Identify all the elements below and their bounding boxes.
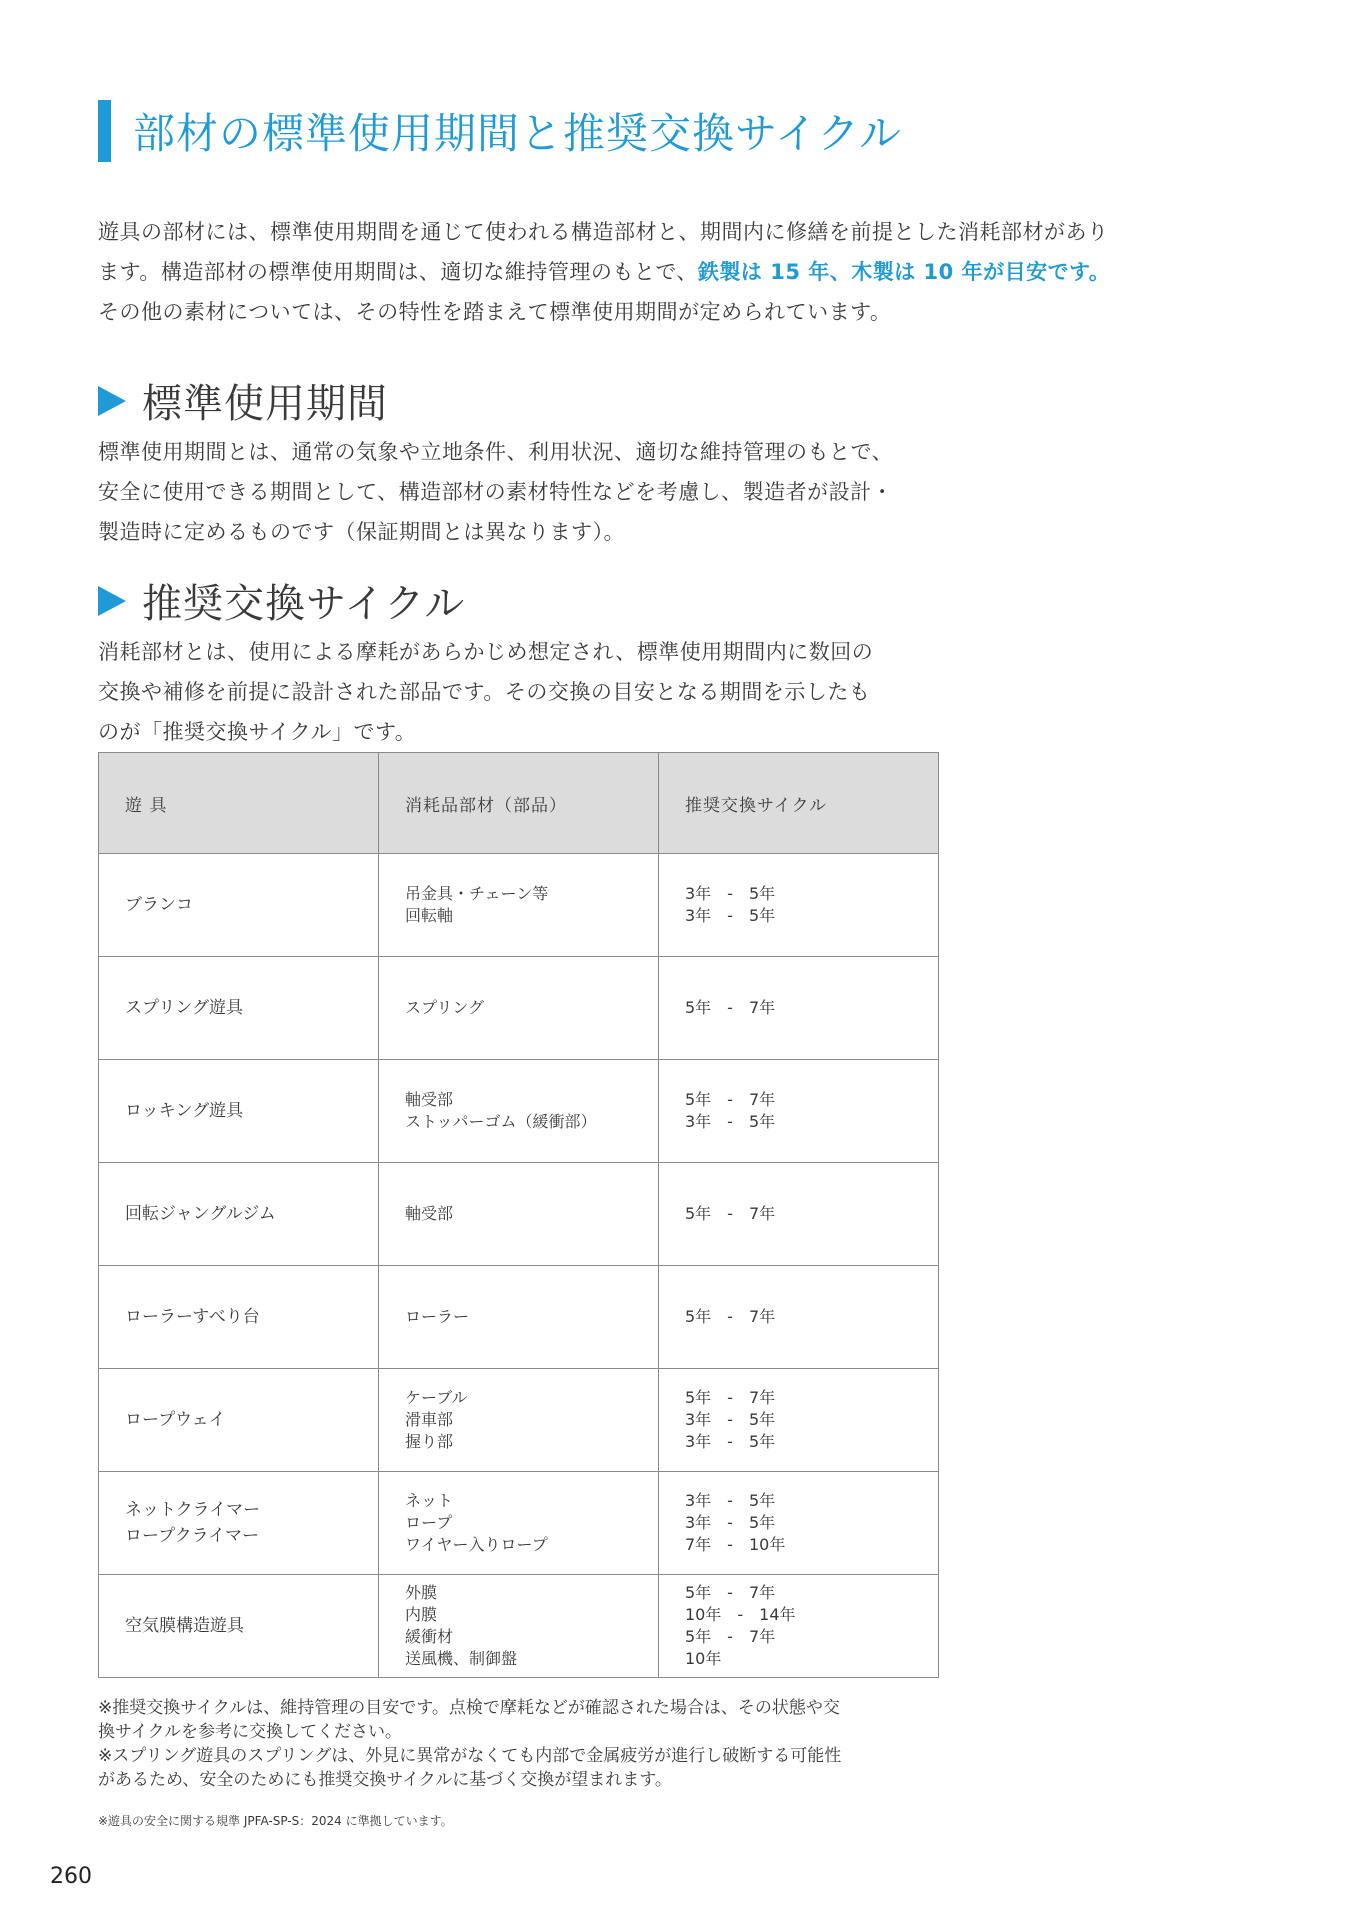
paragraph-line: 消耗部材とは、使用による摩耗があらかじめ想定され、標準使用期間内に数回の	[98, 640, 874, 664]
equipment-cell-line: ロープクライマー	[125, 1526, 260, 1546]
parts-cell-line: 滑車部	[405, 1410, 454, 1429]
parts-cell-line: ネット	[405, 1491, 454, 1510]
equipment-cell	[99, 854, 379, 957]
column-header-equipment: 遊 具	[99, 753, 379, 854]
parts-cell	[379, 1163, 659, 1266]
column-header-cycle: 推奨交換サイクル	[659, 753, 939, 854]
cycle-cell-line: 10年 - 14年	[685, 1605, 796, 1624]
cycle-cell	[659, 1575, 939, 1678]
equipment-cell	[99, 1060, 379, 1163]
cycle-cell-line: 3年 - 5年	[685, 884, 776, 903]
triangle-bullet-icon	[98, 586, 126, 616]
parts-cell-line: ローラー	[405, 1307, 470, 1326]
cycle-cell	[659, 1060, 939, 1163]
cycle-cell-line: 3年 - 5年	[685, 1432, 776, 1451]
cycle-cell-line: 5年 - 7年	[685, 998, 776, 1017]
parts-cell-line: 緩衝材	[405, 1627, 454, 1646]
cycle-cell-line: 5年 - 7年	[685, 1204, 776, 1223]
equipment-cell	[99, 1575, 379, 1678]
page-title: 部材の標準使用期間と推奨交換サイクル	[133, 109, 902, 158]
parts-cell-line: 回転軸	[405, 906, 454, 925]
paragraph-line: 交換や補修を前提に設計された部品です。その交換の目安となる期間を示したも	[98, 680, 871, 704]
intro-highlight: 鉄製は 15 年、木製は 10 年が目安です。	[697, 260, 1111, 284]
intro-paragraph	[98, 212, 1248, 332]
section-heading-standard-period	[98, 372, 388, 429]
parts-cell-line: ワイヤー入りロープ	[405, 1535, 548, 1554]
cycle-cell-line: 3年 - 5年	[685, 1410, 776, 1429]
section-title: 標準使用期間	[142, 381, 388, 427]
paragraph-line: 安全に使用できる期間として、構造部材の素材特性などを考慮し、製造者が設計・	[98, 480, 894, 504]
equipment-cell-line: 回転ジャングルジム	[125, 1204, 276, 1224]
page-number: 260	[50, 1864, 92, 1889]
note-line: 換サイクルを参考に交換してください。	[98, 1722, 402, 1742]
table-row	[99, 1472, 939, 1575]
table-header-row	[99, 753, 939, 854]
page-title-block	[98, 100, 902, 162]
column-header-parts: 消耗品部材（部品）	[379, 753, 659, 854]
intro-line-2-text: ます。構造部材の標準使用期間は、適切な維持管理のもとで、	[98, 260, 698, 284]
parts-cell-line: 外膜	[405, 1583, 438, 1602]
title-accent-bar	[98, 100, 111, 162]
intro-line-2	[98, 252, 1248, 292]
paragraph-line: のが「推奨交換サイクル」です。	[98, 720, 417, 744]
paragraph-line: 標準使用期間とは、通常の気象や立地条件、利用状況、適切な維持管理のもとで、	[98, 440, 894, 464]
equipment-cell-line: 空気膜構造遊具	[125, 1616, 244, 1636]
cycle-cell-line: 3年 - 5年	[685, 1513, 776, 1532]
cycle-cell-line: 3年 - 5年	[685, 1112, 776, 1131]
equipment-cell-line: ブランコ	[125, 895, 193, 915]
parts-cell	[379, 957, 659, 1060]
equipment-cell-line: ロープウェイ	[125, 1410, 226, 1430]
parts-cell-line: ストッパーゴム（緩衝部）	[405, 1112, 597, 1131]
table-row	[99, 1266, 939, 1369]
cycle-cell-line: 3年 - 5年	[685, 1491, 776, 1510]
equipment-cell-line: スプリング遊具	[125, 998, 243, 1018]
cycle-cell	[659, 854, 939, 957]
cycle-cell	[659, 957, 939, 1060]
table-body	[99, 854, 939, 1678]
table-row	[99, 1369, 939, 1472]
parts-cell-line: スプリング	[405, 998, 485, 1017]
cycle-cell	[659, 1472, 939, 1575]
intro-line-3: その他の素材については、その特性を踏まえて標準使用期間が定められています。	[98, 300, 892, 324]
section-title: 推奨交換サイクル	[142, 581, 466, 627]
parts-cell-line: ケーブル	[405, 1388, 468, 1407]
parts-cell	[379, 1266, 659, 1369]
cycle-cell	[659, 1266, 939, 1369]
section-paragraph-standard-period	[98, 432, 958, 552]
section-heading-replacement-cycle	[98, 572, 465, 629]
cycle-cell	[659, 1369, 939, 1472]
parts-cell-line: 握り部	[405, 1432, 454, 1451]
intro-line-1: 遊具の部材には、標準使用期間を通じて使われる構造部材と、期間内に修繕を前提とした消耗部材があり	[98, 220, 1109, 244]
equipment-cell	[99, 957, 379, 1060]
equipment-cell-line: ロッキング遊具	[125, 1101, 244, 1121]
cycle-cell-line: 3年 - 5年	[685, 906, 776, 925]
notes	[98, 1696, 958, 1792]
equipment-cell	[99, 1163, 379, 1266]
parts-cell-line: 軸受部	[405, 1204, 454, 1223]
equipment-cell-line: ネットクライマー	[125, 1500, 261, 1520]
section-paragraph-replacement-cycle	[98, 632, 958, 752]
cycle-cell-line: 5年 - 7年	[685, 1388, 776, 1407]
cycle-cell-line: 5年 - 7年	[685, 1090, 776, 1109]
note-line: ※推奨交換サイクルは、維持管理の目安です。点検で摩耗などが確認された場合は、その状態や交	[98, 1698, 840, 1718]
parts-cell-line: ロープ	[405, 1513, 453, 1532]
table-row	[99, 854, 939, 957]
parts-cell	[379, 1472, 659, 1575]
table-row	[99, 1060, 939, 1163]
parts-cell	[379, 1060, 659, 1163]
equipment-cell	[99, 1472, 379, 1575]
standard-reference-note: ※遊具の安全に関する規準 JPFA-SP-S：2024 に準拠しています。	[98, 1814, 453, 1828]
cycle-cell-line: 5年 - 7年	[685, 1627, 776, 1646]
equipment-cell-line: ローラーすべり台	[125, 1307, 260, 1327]
note-line: があるため、安全のためにも推奨交換サイクルに基づく交換が望まれます。	[98, 1770, 672, 1790]
parts-cell-line: 送風機、制御盤	[405, 1649, 518, 1668]
table-row	[99, 1575, 939, 1678]
parts-cell	[379, 854, 659, 957]
replacement-cycle-table	[98, 752, 939, 1678]
cycle-cell-line: 5年 - 7年	[685, 1583, 776, 1602]
parts-cell-line: 内膜	[405, 1605, 438, 1624]
cycle-cell	[659, 1163, 939, 1266]
equipment-cell	[99, 1369, 379, 1472]
parts-cell	[379, 1575, 659, 1678]
triangle-bullet-icon	[98, 386, 126, 416]
table-row	[99, 957, 939, 1060]
parts-cell-line: 吊金具・チェーン等	[405, 884, 549, 903]
paragraph-line: 製造時に定めるものです（保証期間とは異なります）。	[98, 520, 625, 544]
parts-cell-line: 軸受部	[405, 1090, 454, 1109]
cycle-cell-line: 10年	[685, 1649, 722, 1668]
cycle-cell-line: 7年 - 10年	[685, 1535, 786, 1554]
equipment-cell	[99, 1266, 379, 1369]
parts-cell	[379, 1369, 659, 1472]
cycle-cell-line: 5年 - 7年	[685, 1307, 776, 1326]
note-line: ※スプリング遊具のスプリングは、外見に異常がなくても内部で金属疲労が進行し破断する可能性	[98, 1746, 842, 1766]
table-row	[99, 1163, 939, 1266]
